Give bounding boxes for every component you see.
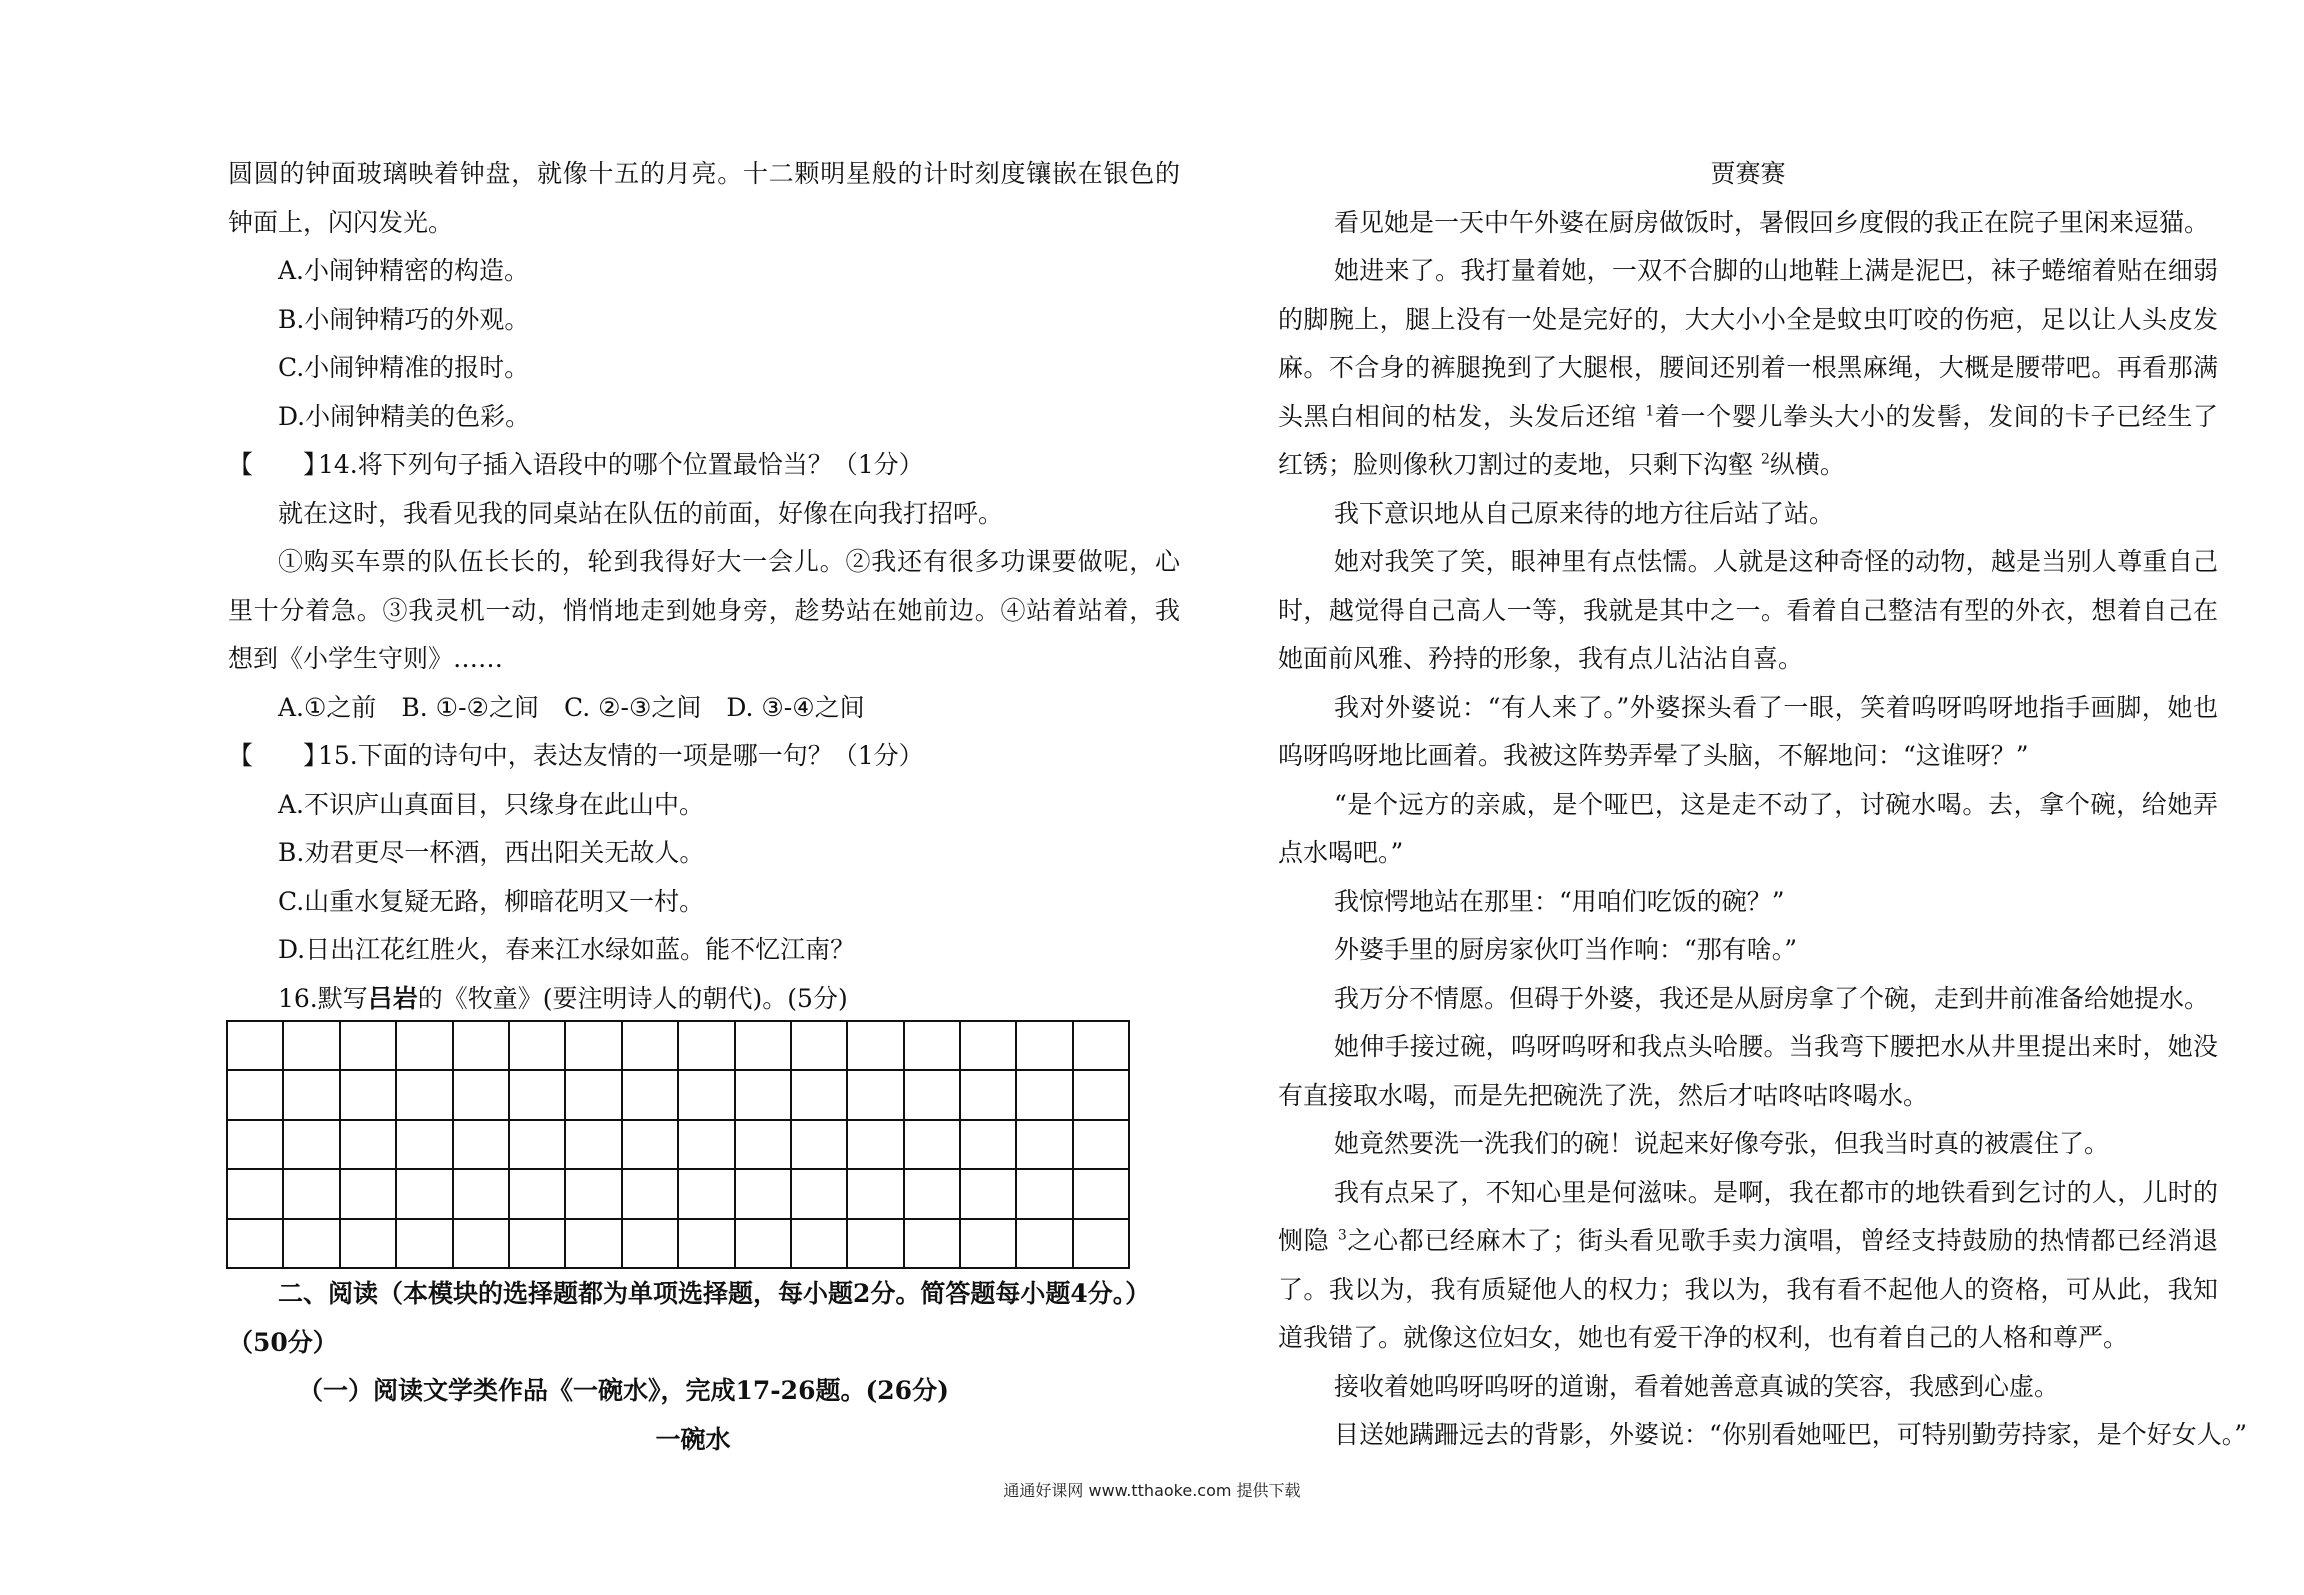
- grid-cell[interactable]: [959, 1168, 1015, 1217]
- article-line: [1278, 1217, 2218, 1266]
- grid-cell[interactable]: [677, 1218, 733, 1267]
- grid-cell[interactable]: [564, 1168, 620, 1217]
- q16-answer-grid[interactable]: [226, 1020, 1130, 1269]
- text-span: 之心都已经麻木了；街头看见歌手卖力演唱，曾经支持鼓励的热情都已经消退: [1346, 1226, 2218, 1255]
- article-author: 贾赛赛: [1710, 159, 1786, 188]
- article-line: 我有点呆了，不知心里是何滋味。是啊，我在都市的地铁看到乞讨的人，儿时的: [1334, 1177, 2218, 1207]
- text-span: 恻隐: [1278, 1226, 1330, 1255]
- q15-option-c: C.山重水复疑无路，柳暗花明又一村。: [278, 886, 705, 916]
- q16-stem: [228, 975, 1180, 1024]
- grid-cell[interactable]: [282, 1119, 338, 1168]
- grid-cell[interactable]: [395, 1119, 451, 1168]
- q13-passage-line-1: 圆圆的钟面玻璃映着钟盘，就像十五的月亮。十二颗明星般的计时刻度镶嵌在银色的: [228, 159, 1180, 188]
- q14-passage-line-2: 里十分着急。③我灵机一动，悄悄地走到她身旁，趁势站在她前边。④站着站着，我: [228, 595, 1180, 625]
- grid-cell[interactable]: [226, 1168, 282, 1217]
- grid-cell[interactable]: [564, 1020, 620, 1069]
- article-line: 她竟然要洗一洗我们的碗！说起来好像夸张，但我当时真的被震住了。: [1334, 1129, 2110, 1158]
- article-line: 她面前风雅、矜持的形象，我有点儿沾沾自喜。: [1278, 644, 1804, 673]
- grid-cell[interactable]: [339, 1020, 395, 1069]
- grid-cell[interactable]: [508, 1168, 564, 1217]
- grid-cell[interactable]: [395, 1218, 451, 1267]
- grid-cell[interactable]: [226, 1119, 282, 1168]
- grid-cell[interactable]: [903, 1218, 959, 1267]
- grid-cell[interactable]: [452, 1168, 508, 1217]
- q13-option-a: A.小闹钟精密的构造。: [278, 256, 530, 285]
- grid-cell[interactable]: [282, 1218, 338, 1267]
- article-line: [1278, 393, 2218, 442]
- grid-cell[interactable]: [395, 1069, 451, 1118]
- grid-cell[interactable]: [790, 1069, 846, 1118]
- q14-stem: [228, 441, 1180, 490]
- q16-prefix: 16.默写: [278, 983, 368, 1013]
- q13-passage-line-2: 钟面上，闪闪发光。: [228, 207, 454, 237]
- grid-cell[interactable]: [564, 1119, 620, 1168]
- q15-answer-bracket: 【 】: [228, 741, 329, 770]
- article-line: 点水喝吧。”: [1278, 838, 1404, 867]
- article-line: 我对外婆说：“有人来了。”外婆探头看了一眼，笑着呜呀呜呀地指手画脚，她也: [1334, 692, 2218, 722]
- grid-cell[interactable]: [508, 1218, 564, 1267]
- article-line: 有直接取水喝，而是先把碗洗了洗，然后才咕咚咕咚喝水。: [1278, 1080, 1929, 1110]
- q13-option-b: B.小闹钟精巧的外观。: [278, 304, 530, 334]
- article-line: 她进来了。我打量着她，一双不合脚的山地鞋上满是泥巴，袜子蜷缩着贴在细弱: [1334, 256, 2218, 285]
- grid-cell[interactable]: [282, 1069, 338, 1118]
- q14-answer-bracket: 【 】: [228, 450, 329, 479]
- section2-heading-line-2: （50分）: [228, 1327, 338, 1357]
- q14-sentence: 就在这时，我看见我的同桌站在队伍的前面，好像在向我打招呼。: [278, 498, 1004, 528]
- q14-passage-line-3: 想到《小学生守则》……: [228, 644, 504, 673]
- grid-cell[interactable]: [452, 1218, 508, 1267]
- footnote-mark: 2: [1760, 451, 1770, 468]
- grid-cell[interactable]: [677, 1069, 733, 1118]
- text-span: 红锈；脸则像秋刀割过的麦地，只剩下沟壑: [1278, 450, 1754, 479]
- text-span: 纵横。: [1769, 450, 1845, 479]
- grid-cell[interactable]: [339, 1069, 395, 1118]
- grid-cell[interactable]: [959, 1020, 1015, 1069]
- grid-cell[interactable]: [903, 1168, 959, 1217]
- grid-cell[interactable]: [1072, 1119, 1128, 1168]
- grid-cell[interactable]: [1015, 1020, 1071, 1069]
- q16-suffix: 的《牧童》(要注明诗人的朝代)。(5分): [417, 983, 848, 1013]
- article-title: 一碗水: [655, 1424, 731, 1454]
- article-line: 呜呀呜呀地比画着。我被这阵势弄晕了头脑，不解地问：“这谁呀？”: [1278, 741, 2029, 770]
- q14-passage-line-1: ①购买车票的队伍长长的，轮到我得好大一会儿。②我还有很多功课要做呢，心: [278, 547, 1180, 576]
- grid-cell[interactable]: [959, 1119, 1015, 1168]
- grid-cell[interactable]: [564, 1069, 620, 1118]
- grid-cell[interactable]: [677, 1119, 733, 1168]
- article-line: 看见她是一天中午外婆在厨房做饭时，暑假回乡度假的我正在院子里闲来逗猫。: [1334, 207, 2210, 237]
- grid-cell[interactable]: [959, 1069, 1015, 1118]
- article-line: “是个远方的亲戚，是个哑巴，这是走不动了，讨碗水喝。去，拿个碗，给她弄: [1334, 789, 2218, 819]
- grid-cell[interactable]: [621, 1168, 677, 1217]
- grid-cell[interactable]: [452, 1119, 508, 1168]
- q16-author: 吕岩: [367, 983, 418, 1013]
- grid-cell[interactable]: [903, 1069, 959, 1118]
- article-line: 道我错了。就像这位妇女，她也有爱干净的权利，也有着自己的人格和尊严。: [1278, 1323, 2129, 1352]
- article-line: 外婆手里的厨房家伙叮当作响：“那有啥。”: [1334, 935, 1798, 964]
- grid-cell[interactable]: [1072, 1218, 1128, 1267]
- grid-cell[interactable]: [734, 1218, 790, 1267]
- footer-source: 通通好课网 www.tthaoke.com 提供下载: [1003, 1481, 1301, 1500]
- grid-cell[interactable]: [846, 1119, 902, 1168]
- grid-cell[interactable]: [452, 1069, 508, 1118]
- reading-section-heading: [228, 1270, 1188, 1464]
- grid-cell[interactable]: [564, 1218, 620, 1267]
- left-column: [228, 150, 1180, 1023]
- grid-cell[interactable]: [734, 1020, 790, 1069]
- grid-cell[interactable]: [1072, 1069, 1128, 1118]
- grid-cell[interactable]: [621, 1218, 677, 1267]
- grid-cell[interactable]: [677, 1020, 733, 1069]
- grid-cell[interactable]: [846, 1020, 902, 1069]
- grid-cell[interactable]: [621, 1119, 677, 1168]
- q15-option-b: B.劝君更尽一杯酒，西出阳关无故人。: [278, 838, 705, 867]
- grid-cell[interactable]: [395, 1020, 451, 1069]
- grid-cell[interactable]: [508, 1119, 564, 1168]
- grid-cell[interactable]: [903, 1020, 959, 1069]
- grid-cell[interactable]: [734, 1168, 790, 1217]
- grid-cell[interactable]: [846, 1218, 902, 1267]
- grid-cell[interactable]: [1015, 1119, 1071, 1168]
- grid-cell[interactable]: [1072, 1020, 1128, 1069]
- article-line: 我下意识地从自己原来待的地方往后站了站。: [1334, 498, 1835, 528]
- text-span: 着一个婴儿拳头大小的发髻，发间的卡子已经生了: [1654, 401, 2218, 431]
- article-line: 时，越觉得自己高人一等，我就是其中之一。看着自己整洁有型的外衣，想着自己在: [1278, 595, 2218, 625]
- article-line: [1278, 441, 2218, 490]
- grid-cell[interactable]: [226, 1218, 282, 1267]
- section2-heading-line-1: 二、阅读（本模块的选择题都为单项选择题，每小题2分。简答题每小题4分。）: [278, 1279, 1151, 1308]
- grid-cell[interactable]: [734, 1119, 790, 1168]
- article-line: 我万分不情愿。但碍于外婆，我还是从厨房拿了个碗，走到井前准备给她提水。: [1334, 983, 2210, 1013]
- q14-stem-text: 14.将下列句子插入语段中的哪个位置最恰当？（1分）: [318, 450, 924, 479]
- right-column: [1278, 150, 2248, 1460]
- grid-cell[interactable]: [282, 1020, 338, 1069]
- grid-cell[interactable]: [1015, 1069, 1071, 1118]
- q13-option-d: D.小闹钟精美的色彩。: [278, 401, 531, 431]
- article-line: 接收着她呜呀呜呀的道谢，看着她善意真诚的笑容，我感到心虚。: [1334, 1371, 2060, 1401]
- q15-option-a: A.不识庐山真面目，只缘身在此山中。: [278, 789, 705, 819]
- q14-options: A.①之前 B. ①-②之间 C. ②-③之间 D. ③-④之间: [278, 692, 865, 722]
- footnote-mark: 1: [1645, 403, 1655, 420]
- footnote-mark: 3: [1337, 1227, 1347, 1244]
- article-line: 了。我以为，我有质疑他人的权力；我以为，我有看不起他人的资格，可从此，我知: [1278, 1274, 2218, 1304]
- grid-cell[interactable]: [790, 1020, 846, 1069]
- article-line: 目送她蹒跚远去的背影，外婆说：“你别看她哑巴，可特别勤劳持家，是个好女人。”: [1334, 1420, 2248, 1449]
- grid-cell[interactable]: [339, 1119, 395, 1168]
- grid-cell[interactable]: [395, 1168, 451, 1217]
- grid-cell[interactable]: [508, 1069, 564, 1118]
- grid-cell[interactable]: [621, 1020, 677, 1069]
- grid-cell[interactable]: [790, 1218, 846, 1267]
- grid-cell[interactable]: [282, 1168, 338, 1217]
- grid-cell[interactable]: [452, 1020, 508, 1069]
- q15-option-d: D.日出江花红胜火，春来江水绿如蓝。能不忆江南？: [278, 935, 856, 964]
- grid-cell[interactable]: [846, 1069, 902, 1118]
- grid-cell[interactable]: [790, 1168, 846, 1217]
- article-body: [1278, 199, 2248, 1460]
- grid-cell[interactable]: [508, 1020, 564, 1069]
- grid-cell[interactable]: [677, 1168, 733, 1217]
- grid-cell[interactable]: [339, 1218, 395, 1267]
- grid-cell[interactable]: [734, 1069, 790, 1118]
- grid-cell[interactable]: [1015, 1168, 1071, 1217]
- article-line: 的脚腕上，腿上没有一处是完好的，大大小小全是蚊虫叮咬的伤疤，足以让人头皮发: [1278, 304, 2218, 334]
- grid-cell[interactable]: [1015, 1218, 1071, 1267]
- grid-cell[interactable]: [226, 1020, 282, 1069]
- grid-cell[interactable]: [959, 1218, 1015, 1267]
- grid-cell[interactable]: [903, 1119, 959, 1168]
- grid-cell[interactable]: [1072, 1168, 1128, 1217]
- q15-stem-text: 15.下面的诗句中，表达友情的一项是哪一句？（1分）: [318, 741, 924, 770]
- article-line: 她伸手接过碗，呜呀呜呀和我点头哈腰。当我弯下腰把水从井里提出来时，她没: [1334, 1032, 2218, 1061]
- q13-option-c: C.小闹钟精准的报时。: [278, 353, 530, 382]
- grid-cell[interactable]: [226, 1069, 282, 1118]
- article-line: 麻。不合身的裤腿挽到了大腿根，腰间还别着一根黑麻绳，大概是腰带吧。再看那满: [1278, 353, 2218, 382]
- q15-stem: [228, 732, 1180, 781]
- article-line: 我惊愕地站在那里：“用咱们吃饭的碗？”: [1334, 886, 1785, 916]
- article-line: 她对我笑了笑，眼神里有点怯懦。人就是这种奇怪的动物，越是当别人尊重自己: [1334, 547, 2218, 576]
- text-span: 头黑白相间的枯发，头发后还绾: [1278, 401, 1637, 431]
- grid-cell[interactable]: [621, 1069, 677, 1118]
- grid-cell[interactable]: [846, 1168, 902, 1217]
- grid-cell[interactable]: [790, 1119, 846, 1168]
- grid-cell[interactable]: [339, 1168, 395, 1217]
- subsection1-heading: （一）阅读文学类作品《一碗水》，完成17-26题。(26分): [298, 1376, 949, 1405]
